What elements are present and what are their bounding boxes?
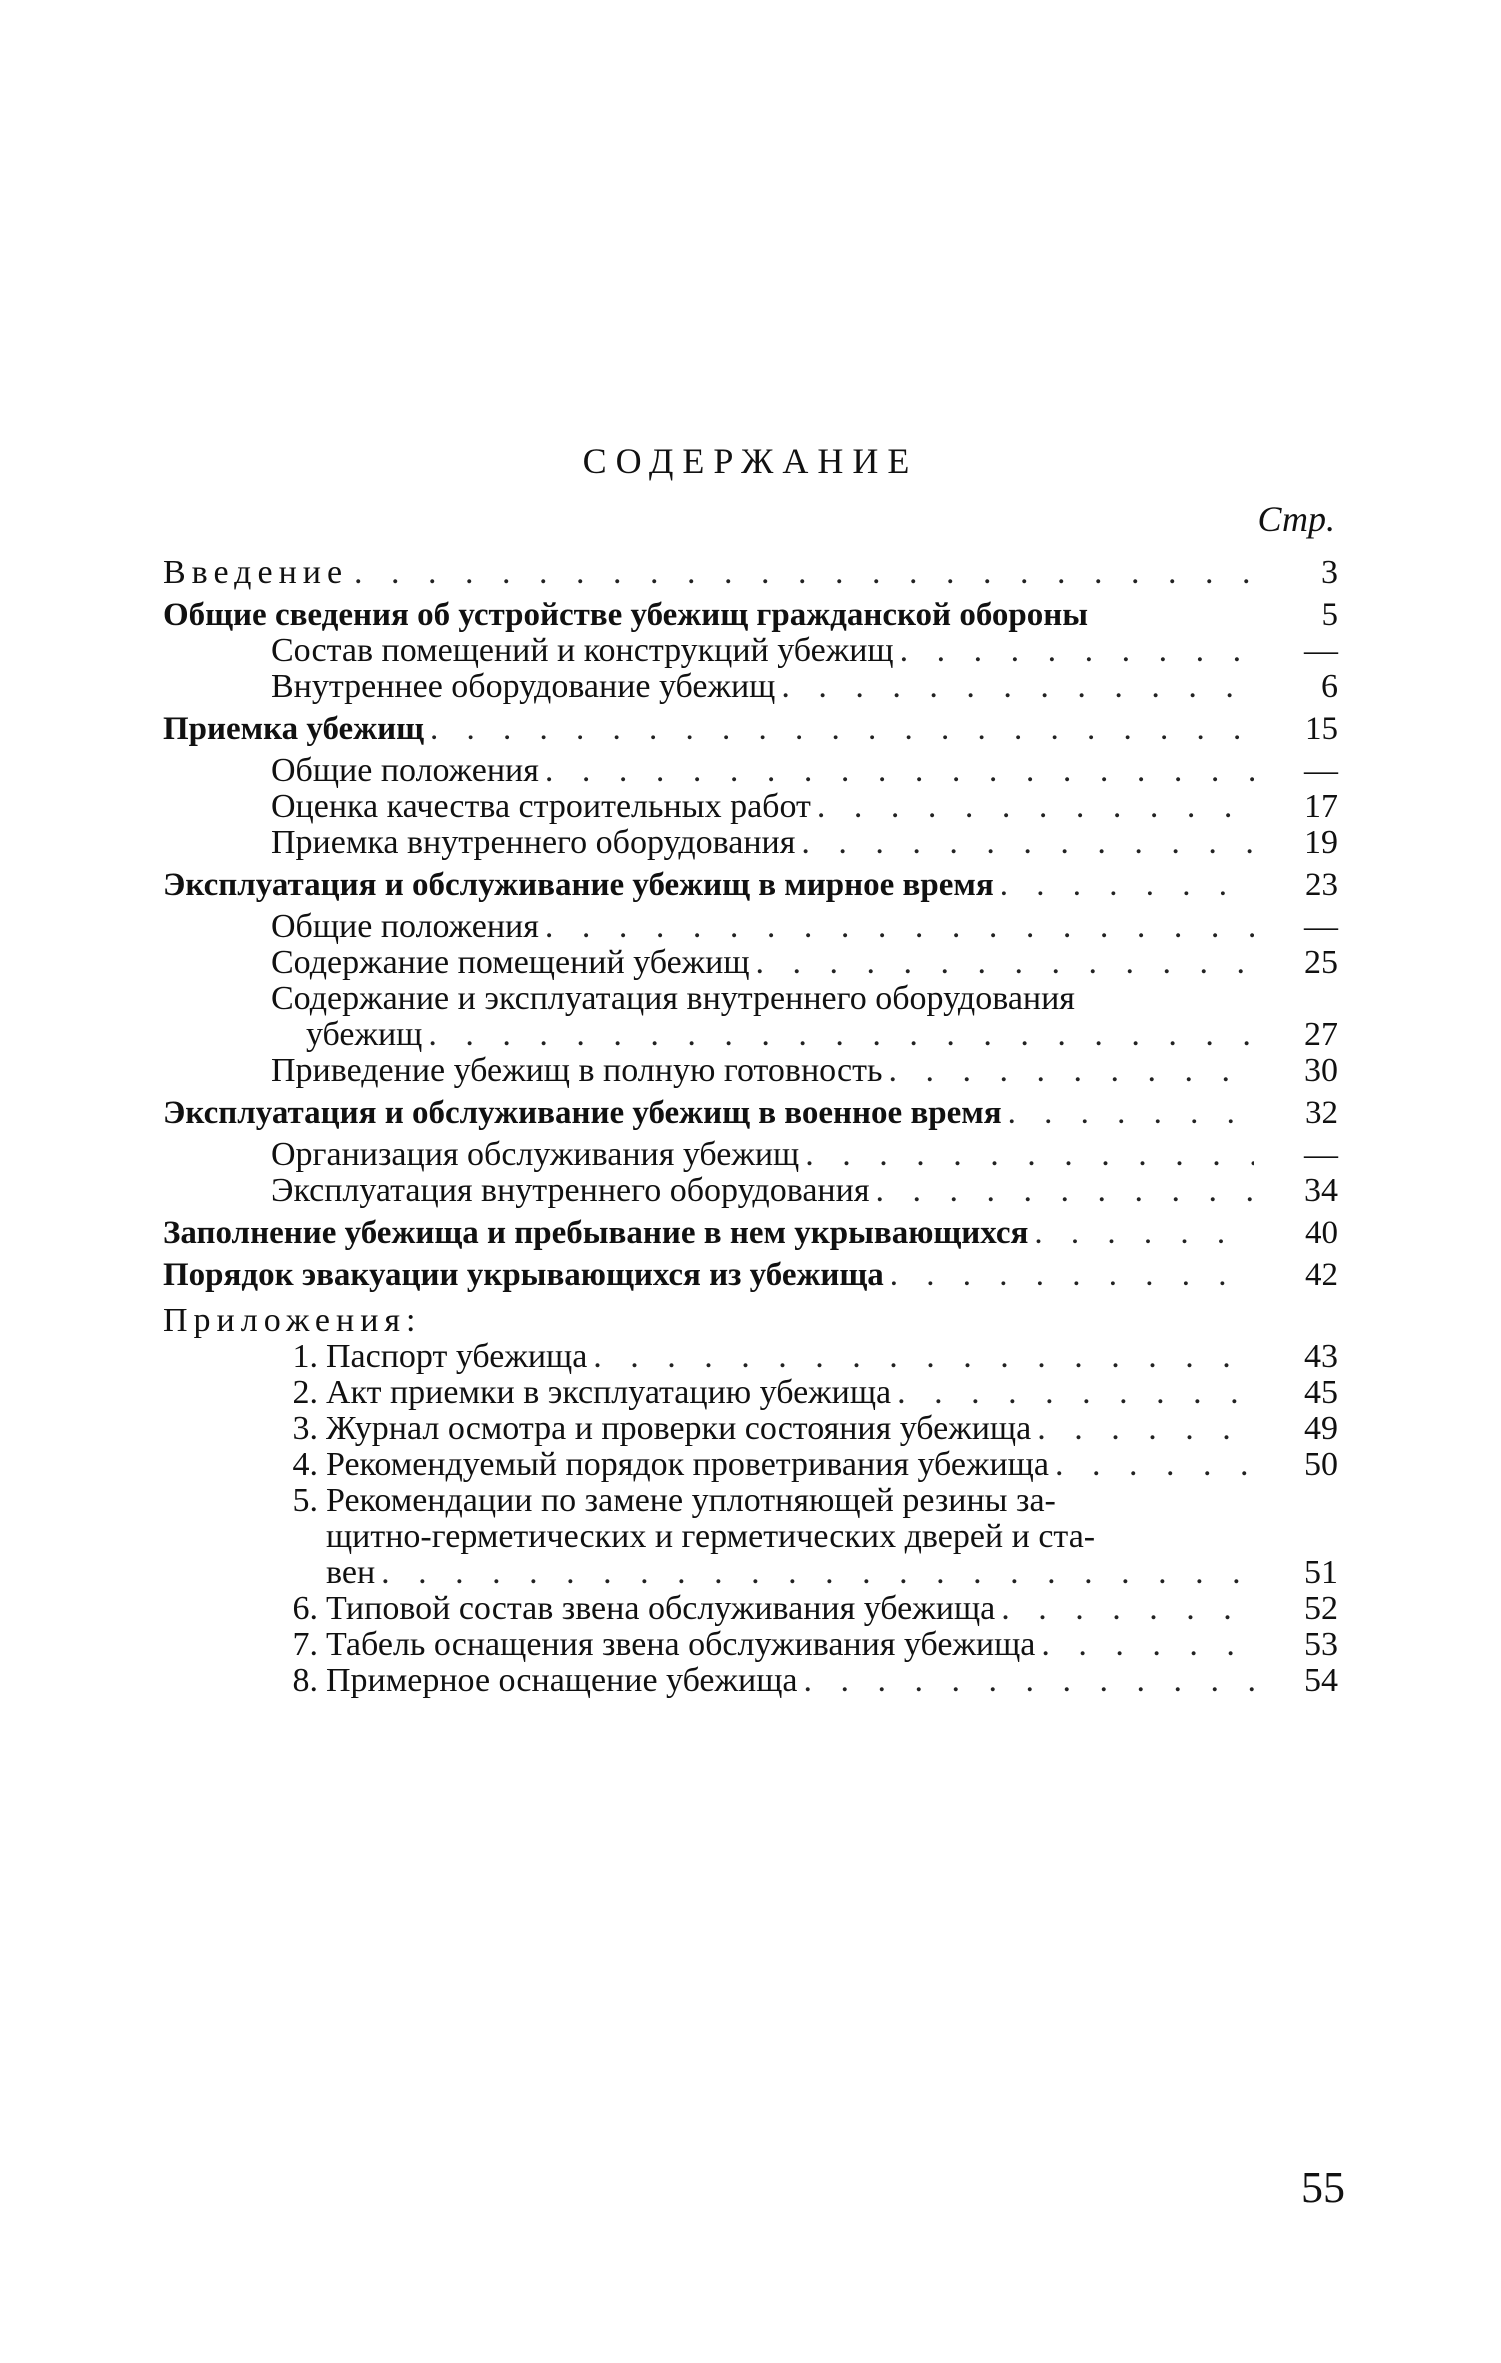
toc-entry-premises-maintenance[interactable]: Содержание помещений убежищ . . . 25 bbox=[163, 945, 1338, 981]
appendix-item-3[interactable]: 3. Журнал осмотра и проверки состояния убежища . . . 49 bbox=[163, 1411, 1338, 1447]
toc-entry-wartime-equipment[interactable]: Эксплуатация внутреннего оборудования . . . 34 bbox=[163, 1173, 1338, 1209]
toc-entry-peacetime-general[interactable]: Общие положения . . . — bbox=[163, 909, 1338, 945]
toc-entry-introduction[interactable]: Введение . . . 3 bbox=[163, 555, 1338, 591]
toc-entry-evacuation[interactable]: Порядок эвакуации укрывающихся из убежища . . . 42 bbox=[163, 1257, 1338, 1293]
appendix-item-1[interactable]: 1. Паспорт убежища . . . 43 bbox=[163, 1339, 1338, 1375]
toc-entry-full-readiness[interactable]: Приведение убежищ в полную готовность . . . 30 bbox=[163, 1053, 1338, 1089]
toc-entry-acceptance[interactable]: Приемка убежищ . . . 15 bbox=[163, 711, 1338, 747]
appendix-item-6[interactable]: 6. Типовой состав звена обслуживания убежища . . . 52 bbox=[163, 1591, 1338, 1627]
page-number: 55 bbox=[1301, 2163, 1345, 2212]
toc-entry-equipment-acceptance[interactable]: Приемка внутреннего оборудования . . . 19 bbox=[163, 825, 1338, 861]
toc-entry-internal-equipment[interactable]: Внутреннее оборудование убежищ . . . 6 bbox=[163, 669, 1338, 705]
toc-entry-premises-composition[interactable]: Состав помещений и конструкций убежищ . . . — bbox=[163, 633, 1338, 669]
toc-entry-equipment-maintenance-cont[interactable]: убежищ . . . 27 bbox=[163, 1017, 1338, 1053]
toc-entry-equipment-maintenance[interactable]: Содержание и эксплуатация внутреннего оборудования bbox=[271, 980, 1075, 1017]
appendix-item-5-cont2[interactable]: вен . . . 51 bbox=[163, 1555, 1338, 1591]
toc-entry-service-organization[interactable]: Организация обслуживания убежищ . . . — bbox=[163, 1137, 1338, 1173]
page-column-header: Стр. bbox=[1257, 499, 1335, 539]
appendix-item-7[interactable]: 7. Табель оснащения звена обслуживания убежища . . . 53 bbox=[163, 1627, 1338, 1663]
toc-entry-acceptance-general[interactable]: Общие положения . . . — bbox=[163, 753, 1338, 789]
toc-entry-peacetime-operation[interactable]: Эксплуатация и обслуживание убежищ в мирное время . . . 23 bbox=[163, 867, 1338, 903]
table-of-contents bbox=[163, 555, 1338, 1699]
appendix-item-4[interactable]: 4. Рекомендуемый порядок проветривания убежища . . . 50 bbox=[163, 1447, 1338, 1483]
toc-entry-filling-shelter[interactable]: Заполнение убежища и пребывание в нем укрывающихся . . . 40 bbox=[163, 1215, 1338, 1251]
appendix-item-8[interactable]: 8. Примерное оснащение убежища . . . 54 bbox=[163, 1663, 1338, 1699]
toc-title: СОДЕРЖАНИЕ bbox=[582, 441, 919, 481]
appendix-item-2[interactable]: 2. Акт приемки в эксплуатацию убежища . . . 45 bbox=[163, 1375, 1338, 1411]
appendix-item-5-cont[interactable]: щитно-герметических и герметических дверей и ста- bbox=[326, 1518, 1096, 1555]
appendix-header: Приложения: bbox=[163, 1302, 422, 1339]
toc-entry-wartime-operation[interactable]: Эксплуатация и обслуживание убежищ в военное время . . . 32 bbox=[163, 1095, 1338, 1131]
toc-entry-general-info[interactable]: Общие сведения об устройстве убежищ гражданской обороны 5 bbox=[163, 597, 1338, 633]
toc-entry-construction-quality[interactable]: Оценка качества строительных работ . . . 17 bbox=[163, 789, 1338, 825]
appendix-item-5[interactable]: 5. Рекомендации по замене уплотняющей резины за- bbox=[292, 1482, 1056, 1519]
